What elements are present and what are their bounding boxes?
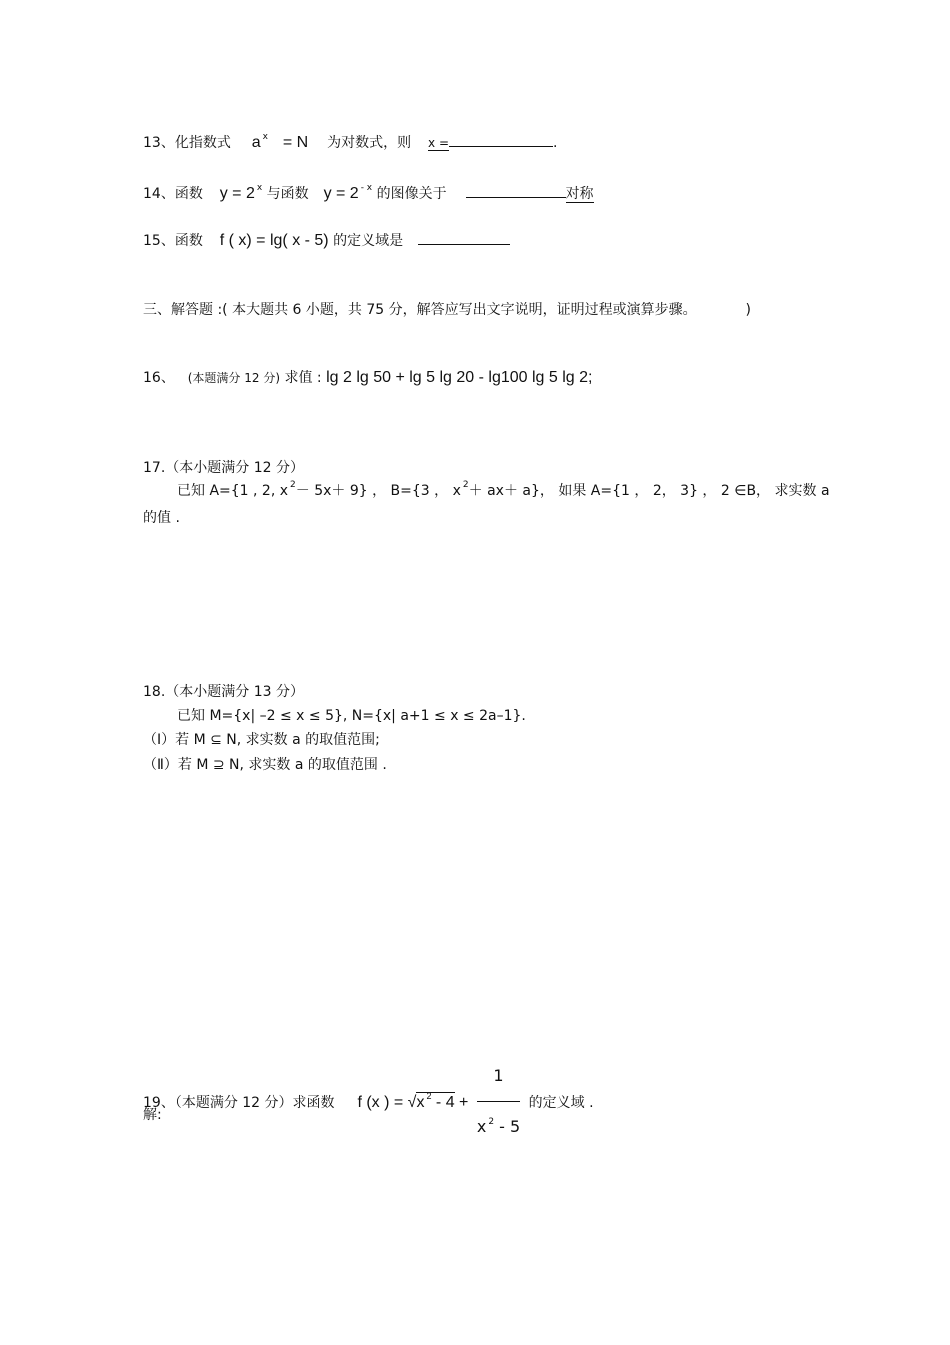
section-heading: 三、解答题 :( 本大题共 6 小题，共 75 分，解答应写出文字说明，证明过程或演算步骤。 ) bbox=[143, 302, 751, 318]
function-expression: f ( x) = lg( x - 5) bbox=[219, 232, 329, 249]
answer-blank[interactable] bbox=[418, 229, 510, 245]
math-base: a bbox=[251, 134, 261, 151]
radicand: x $^2$ - 4 bbox=[416, 1091, 455, 1111]
question-19: 19、（本题满分 12 分）求函数 f (x ) = √x $^2$ - 4 + $\frac{1}{x ^2 - 5}$ 的定义域 . bbox=[143, 1053, 594, 1103]
question-17-body: 已知 A={1 , 2, x $^2$－ 5x＋ 9} ， B={3 ， x $^2$＋ ax＋ a}， 如果 A={1 ， 2， 3} ， 2 ∈B， 求实数 a bbox=[177, 480, 830, 499]
question-13: 13、化指数式 a $^x$ = N 为对数式，则 x = . bbox=[143, 132, 558, 151]
sqrt-sign: √ bbox=[407, 1094, 417, 1111]
question-18-part2: （Ⅱ）若 M ⊇ N, 求实数 a 的取值范围 . bbox=[143, 757, 387, 773]
question-18-body: 已知 M={x| –2 ≤ x ≤ 5}, N={x| a+1 ≤ x ≤ 2a–1}. bbox=[177, 708, 526, 724]
question-17-tail: 的值 . bbox=[143, 510, 180, 526]
question-18-part1: （Ⅰ）若 M ⊆ N, 求实数 a 的取值范围; bbox=[143, 732, 380, 748]
log-expression: lg 2 lg 50 + lg 5 lg 20 - lg100 lg 5 lg 2; bbox=[326, 369, 593, 386]
answer-lhs: x = bbox=[428, 136, 450, 150]
question-16: 16、 (本题满分 12 分) 求值 : lg 2 lg 50 + lg 5 lg 20 - lg100 lg 5 lg 2; bbox=[143, 369, 593, 386]
question-14: 14、函数 y = 2 $^x$ 与函数 y = 2 $^{- x}$ 的图像关于 对称 bbox=[143, 183, 594, 202]
question-18-title: 18.（本小题满分 13 分） bbox=[143, 684, 304, 700]
answer-blank[interactable] bbox=[449, 131, 553, 147]
question-17-title: 17.（本小题满分 12 分） bbox=[143, 460, 304, 476]
answer-blank[interactable] bbox=[466, 182, 566, 198]
answer-label: 解: bbox=[143, 1107, 162, 1123]
fraction: $\frac{1}{x ^2 - 5}$ bbox=[477, 1053, 520, 1153]
question-15: 15、函数 f ( x) = lg( x - 5) 的定义域是 bbox=[143, 229, 510, 251]
